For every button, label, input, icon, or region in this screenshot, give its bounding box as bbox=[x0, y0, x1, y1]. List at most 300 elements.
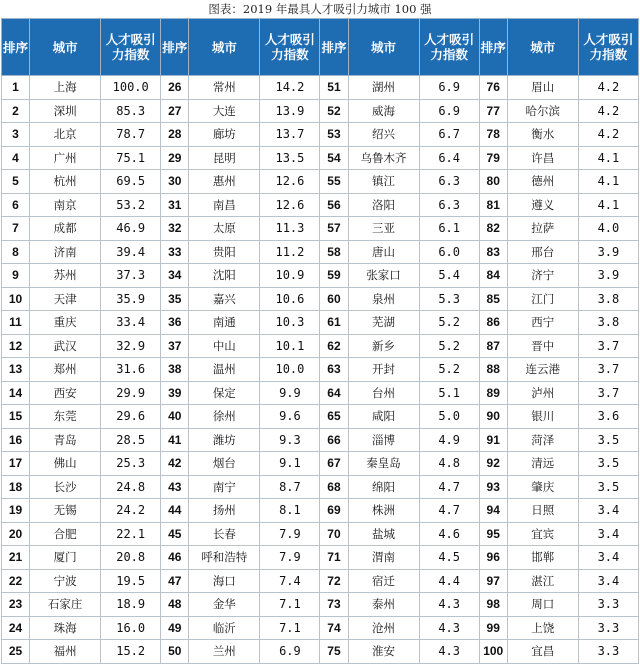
city-cell: 郑州 bbox=[30, 358, 101, 382]
city-cell: 连云港 bbox=[507, 358, 578, 382]
city-cell: 沈阳 bbox=[189, 264, 260, 288]
value-cell: 39.4 bbox=[101, 240, 161, 264]
rank-cell: 46 bbox=[161, 546, 189, 570]
city-cell: 潍坊 bbox=[189, 428, 260, 452]
value-cell: 6.1 bbox=[419, 217, 479, 241]
value-cell: 6.9 bbox=[419, 76, 479, 100]
table-title: 图表：2019 年最具人才吸引力城市 100 强 bbox=[208, 2, 432, 16]
header-value: 人才吸引力指数 bbox=[101, 19, 161, 76]
city-cell: 昆明 bbox=[189, 146, 260, 170]
rank-cell: 12 bbox=[2, 334, 30, 358]
city-cell: 淮安 bbox=[348, 640, 419, 664]
rank-cell: 96 bbox=[479, 546, 507, 570]
rank-cell: 31 bbox=[161, 193, 189, 217]
value-cell: 9.9 bbox=[260, 381, 320, 405]
rank-cell: 29 bbox=[161, 146, 189, 170]
value-cell: 3.9 bbox=[578, 240, 638, 264]
city-cell: 湖州 bbox=[348, 76, 419, 100]
value-cell: 4.1 bbox=[578, 193, 638, 217]
rank-cell: 18 bbox=[2, 475, 30, 499]
rank-cell: 93 bbox=[479, 475, 507, 499]
table-row bbox=[2, 76, 639, 100]
rank-cell: 95 bbox=[479, 522, 507, 546]
value-cell: 14.2 bbox=[260, 76, 320, 100]
value-cell: 3.4 bbox=[578, 522, 638, 546]
value-cell: 4.2 bbox=[578, 76, 638, 100]
table-row bbox=[2, 616, 639, 640]
city-cell: 深圳 bbox=[30, 99, 101, 123]
value-cell: 3.4 bbox=[578, 569, 638, 593]
city-cell: 拉萨 bbox=[507, 217, 578, 241]
rank-cell: 21 bbox=[2, 546, 30, 570]
value-cell: 4.6 bbox=[419, 522, 479, 546]
rank-cell: 51 bbox=[320, 76, 348, 100]
city-cell: 宜昌 bbox=[507, 640, 578, 664]
table-row bbox=[2, 99, 639, 123]
value-cell: 7.4 bbox=[260, 569, 320, 593]
value-cell: 4.1 bbox=[578, 146, 638, 170]
city-cell: 温州 bbox=[189, 358, 260, 382]
city-cell: 咸阳 bbox=[348, 405, 419, 429]
city-cell: 绍兴 bbox=[348, 123, 419, 147]
city-cell: 贵阳 bbox=[189, 240, 260, 264]
rank-cell: 92 bbox=[479, 452, 507, 476]
value-cell: 22.1 bbox=[101, 522, 161, 546]
rank-cell: 76 bbox=[479, 76, 507, 100]
table-row bbox=[2, 334, 639, 358]
value-cell: 6.0 bbox=[419, 240, 479, 264]
table-row bbox=[2, 640, 639, 664]
value-cell: 29.9 bbox=[101, 381, 161, 405]
rank-cell: 98 bbox=[479, 593, 507, 617]
rank-cell: 15 bbox=[2, 405, 30, 429]
header-city: 城市 bbox=[30, 19, 101, 76]
city-cell: 西宁 bbox=[507, 311, 578, 335]
city-cell: 杭州 bbox=[30, 170, 101, 194]
header-value: 人才吸引力指数 bbox=[260, 19, 320, 76]
value-cell: 35.9 bbox=[101, 287, 161, 311]
rank-cell: 78 bbox=[479, 123, 507, 147]
value-cell: 3.4 bbox=[578, 546, 638, 570]
city-cell: 青岛 bbox=[30, 428, 101, 452]
value-cell: 9.3 bbox=[260, 428, 320, 452]
rank-cell: 87 bbox=[479, 334, 507, 358]
rank-cell: 25 bbox=[2, 640, 30, 664]
city-cell: 日照 bbox=[507, 499, 578, 523]
city-cell: 上饶 bbox=[507, 616, 578, 640]
table-row bbox=[2, 146, 639, 170]
rank-cell: 65 bbox=[320, 405, 348, 429]
rank-cell: 90 bbox=[479, 405, 507, 429]
header-rank: 排序 bbox=[161, 19, 189, 76]
value-cell: 4.7 bbox=[419, 499, 479, 523]
city-cell: 济宁 bbox=[507, 264, 578, 288]
rank-cell: 70 bbox=[320, 522, 348, 546]
rank-cell: 49 bbox=[161, 616, 189, 640]
rank-cell: 79 bbox=[479, 146, 507, 170]
city-cell: 许昌 bbox=[507, 146, 578, 170]
value-cell: 75.1 bbox=[101, 146, 161, 170]
city-cell: 芜湖 bbox=[348, 311, 419, 335]
city-cell: 台州 bbox=[348, 381, 419, 405]
table-row bbox=[2, 381, 639, 405]
value-cell: 6.4 bbox=[419, 146, 479, 170]
value-cell: 10.0 bbox=[260, 358, 320, 382]
rank-cell: 16 bbox=[2, 428, 30, 452]
city-cell: 无锡 bbox=[30, 499, 101, 523]
value-cell: 3.4 bbox=[578, 499, 638, 523]
value-cell: 3.5 bbox=[578, 452, 638, 476]
value-cell: 85.3 bbox=[101, 99, 161, 123]
rank-cell: 66 bbox=[320, 428, 348, 452]
city-cell: 南昌 bbox=[189, 193, 260, 217]
rank-cell: 10 bbox=[2, 287, 30, 311]
rank-cell: 33 bbox=[161, 240, 189, 264]
table-row bbox=[2, 240, 639, 264]
value-cell: 7.1 bbox=[260, 616, 320, 640]
rank-cell: 99 bbox=[479, 616, 507, 640]
city-cell: 天津 bbox=[30, 287, 101, 311]
rank-cell: 47 bbox=[161, 569, 189, 593]
value-cell: 3.3 bbox=[578, 616, 638, 640]
city-cell: 太原 bbox=[189, 217, 260, 241]
table-row bbox=[2, 123, 639, 147]
rank-cell: 57 bbox=[320, 217, 348, 241]
rank-cell: 60 bbox=[320, 287, 348, 311]
rank-cell: 89 bbox=[479, 381, 507, 405]
value-cell: 12.6 bbox=[260, 193, 320, 217]
value-cell: 5.3 bbox=[419, 287, 479, 311]
rank-cell: 1 bbox=[2, 76, 30, 100]
city-cell: 清远 bbox=[507, 452, 578, 476]
value-cell: 7.9 bbox=[260, 546, 320, 570]
city-cell: 周口 bbox=[507, 593, 578, 617]
city-cell: 衡水 bbox=[507, 123, 578, 147]
value-cell: 5.2 bbox=[419, 311, 479, 335]
rank-cell: 7 bbox=[2, 217, 30, 241]
rank-cell: 82 bbox=[479, 217, 507, 241]
city-cell: 肇庆 bbox=[507, 475, 578, 499]
city-cell: 张家口 bbox=[348, 264, 419, 288]
value-cell: 6.3 bbox=[419, 193, 479, 217]
rank-cell: 52 bbox=[320, 99, 348, 123]
rank-cell: 44 bbox=[161, 499, 189, 523]
value-cell: 3.7 bbox=[578, 334, 638, 358]
city-cell: 大连 bbox=[189, 99, 260, 123]
rank-cell: 69 bbox=[320, 499, 348, 523]
value-cell: 4.2 bbox=[578, 99, 638, 123]
rank-cell: 43 bbox=[161, 475, 189, 499]
city-cell: 镇江 bbox=[348, 170, 419, 194]
table-row bbox=[2, 428, 639, 452]
value-cell: 10.1 bbox=[260, 334, 320, 358]
city-cell: 东莞 bbox=[30, 405, 101, 429]
city-cell: 哈尔滨 bbox=[507, 99, 578, 123]
rank-cell: 48 bbox=[161, 593, 189, 617]
city-cell: 威海 bbox=[348, 99, 419, 123]
city-cell: 秦皇岛 bbox=[348, 452, 419, 476]
table-row bbox=[2, 193, 639, 217]
city-cell: 乌鲁木齐 bbox=[348, 146, 419, 170]
rank-cell: 5 bbox=[2, 170, 30, 194]
value-cell: 33.4 bbox=[101, 311, 161, 335]
value-cell: 3.8 bbox=[578, 287, 638, 311]
table-row bbox=[2, 499, 639, 523]
rank-cell: 3 bbox=[2, 123, 30, 147]
rank-cell: 38 bbox=[161, 358, 189, 382]
rank-cell: 17 bbox=[2, 452, 30, 476]
rank-cell: 23 bbox=[2, 593, 30, 617]
city-cell: 绵阳 bbox=[348, 475, 419, 499]
city-cell: 晋中 bbox=[507, 334, 578, 358]
rank-cell: 24 bbox=[2, 616, 30, 640]
city-cell: 株洲 bbox=[348, 499, 419, 523]
city-cell: 上海 bbox=[30, 76, 101, 100]
value-cell: 31.6 bbox=[101, 358, 161, 382]
value-cell: 8.1 bbox=[260, 499, 320, 523]
rank-cell: 45 bbox=[161, 522, 189, 546]
city-cell: 厦门 bbox=[30, 546, 101, 570]
rank-cell: 64 bbox=[320, 381, 348, 405]
rank-cell: 41 bbox=[161, 428, 189, 452]
city-cell: 新乡 bbox=[348, 334, 419, 358]
value-cell: 3.3 bbox=[578, 640, 638, 664]
rank-cell: 4 bbox=[2, 146, 30, 170]
city-cell: 菏泽 bbox=[507, 428, 578, 452]
rank-cell: 35 bbox=[161, 287, 189, 311]
table-row bbox=[2, 546, 639, 570]
value-cell: 100.0 bbox=[101, 76, 161, 100]
rank-cell: 61 bbox=[320, 311, 348, 335]
rank-cell: 73 bbox=[320, 593, 348, 617]
city-cell: 江门 bbox=[507, 287, 578, 311]
header-value: 人才吸引力指数 bbox=[419, 19, 479, 76]
city-cell: 苏州 bbox=[30, 264, 101, 288]
value-cell: 5.1 bbox=[419, 381, 479, 405]
rank-cell: 36 bbox=[161, 311, 189, 335]
table-row bbox=[2, 311, 639, 335]
table-row bbox=[2, 358, 639, 382]
value-cell: 4.3 bbox=[419, 593, 479, 617]
rank-cell: 11 bbox=[2, 311, 30, 335]
table-row bbox=[2, 522, 639, 546]
rank-cell: 6 bbox=[2, 193, 30, 217]
value-cell: 19.5 bbox=[101, 569, 161, 593]
rank-cell: 71 bbox=[320, 546, 348, 570]
city-cell: 唐山 bbox=[348, 240, 419, 264]
value-cell: 11.2 bbox=[260, 240, 320, 264]
rank-cell: 80 bbox=[479, 170, 507, 194]
city-cell: 长沙 bbox=[30, 475, 101, 499]
value-cell: 53.2 bbox=[101, 193, 161, 217]
value-cell: 20.8 bbox=[101, 546, 161, 570]
header-city: 城市 bbox=[507, 19, 578, 76]
header-city: 城市 bbox=[189, 19, 260, 76]
value-cell: 10.9 bbox=[260, 264, 320, 288]
city-cell: 三亚 bbox=[348, 217, 419, 241]
rank-cell: 55 bbox=[320, 170, 348, 194]
rank-cell: 85 bbox=[479, 287, 507, 311]
city-cell: 洛阳 bbox=[348, 193, 419, 217]
rank-cell: 53 bbox=[320, 123, 348, 147]
city-cell: 遵义 bbox=[507, 193, 578, 217]
city-cell: 泰州 bbox=[348, 593, 419, 617]
header-value: 人才吸引力指数 bbox=[578, 19, 638, 76]
rank-cell: 54 bbox=[320, 146, 348, 170]
value-cell: 29.6 bbox=[101, 405, 161, 429]
header-rank: 排序 bbox=[320, 19, 348, 76]
rank-cell: 88 bbox=[479, 358, 507, 382]
rank-cell: 8 bbox=[2, 240, 30, 264]
rank-cell: 59 bbox=[320, 264, 348, 288]
city-cell: 中山 bbox=[189, 334, 260, 358]
value-cell: 3.9 bbox=[578, 264, 638, 288]
city-cell: 合肥 bbox=[30, 522, 101, 546]
value-cell: 7.1 bbox=[260, 593, 320, 617]
value-cell: 24.8 bbox=[101, 475, 161, 499]
city-cell: 临沂 bbox=[189, 616, 260, 640]
rank-cell: 19 bbox=[2, 499, 30, 523]
city-cell: 南京 bbox=[30, 193, 101, 217]
rank-cell: 2 bbox=[2, 99, 30, 123]
rank-cell: 62 bbox=[320, 334, 348, 358]
city-cell: 盐城 bbox=[348, 522, 419, 546]
value-cell: 69.5 bbox=[101, 170, 161, 194]
rank-cell: 22 bbox=[2, 569, 30, 593]
city-cell: 石家庄 bbox=[30, 593, 101, 617]
city-cell: 海口 bbox=[189, 569, 260, 593]
table-header-row bbox=[2, 19, 639, 76]
rank-cell: 32 bbox=[161, 217, 189, 241]
value-cell: 6.3 bbox=[419, 170, 479, 194]
table-row bbox=[2, 170, 639, 194]
rank-cell: 13 bbox=[2, 358, 30, 382]
rank-cell: 91 bbox=[479, 428, 507, 452]
value-cell: 3.3 bbox=[578, 593, 638, 617]
table-row bbox=[2, 287, 639, 311]
rank-cell: 39 bbox=[161, 381, 189, 405]
rank-cell: 84 bbox=[479, 264, 507, 288]
value-cell: 6.9 bbox=[419, 99, 479, 123]
rank-cell: 28 bbox=[161, 123, 189, 147]
table-row bbox=[2, 405, 639, 429]
city-cell: 南通 bbox=[189, 311, 260, 335]
value-cell: 4.9 bbox=[419, 428, 479, 452]
value-cell: 11.3 bbox=[260, 217, 320, 241]
table-row bbox=[2, 452, 639, 476]
value-cell: 37.3 bbox=[101, 264, 161, 288]
rank-cell: 37 bbox=[161, 334, 189, 358]
rank-cell: 20 bbox=[2, 522, 30, 546]
value-cell: 18.9 bbox=[101, 593, 161, 617]
value-cell: 13.9 bbox=[260, 99, 320, 123]
city-cell: 重庆 bbox=[30, 311, 101, 335]
rank-cell: 74 bbox=[320, 616, 348, 640]
table-body bbox=[2, 76, 639, 664]
rank-cell: 97 bbox=[479, 569, 507, 593]
city-cell: 成都 bbox=[30, 217, 101, 241]
city-cell: 邯郸 bbox=[507, 546, 578, 570]
value-cell: 4.8 bbox=[419, 452, 479, 476]
city-cell: 廊坊 bbox=[189, 123, 260, 147]
value-cell: 3.6 bbox=[578, 405, 638, 429]
city-cell: 呼和浩特 bbox=[189, 546, 260, 570]
city-cell: 嘉兴 bbox=[189, 287, 260, 311]
city-cell: 保定 bbox=[189, 381, 260, 405]
value-cell: 4.7 bbox=[419, 475, 479, 499]
table-row bbox=[2, 217, 639, 241]
city-cell: 淄博 bbox=[348, 428, 419, 452]
table-row bbox=[2, 593, 639, 617]
city-cell: 金华 bbox=[189, 593, 260, 617]
city-cell: 北京 bbox=[30, 123, 101, 147]
value-cell: 3.5 bbox=[578, 428, 638, 452]
city-ranking-table bbox=[1, 18, 639, 664]
city-cell: 银川 bbox=[507, 405, 578, 429]
rank-cell: 75 bbox=[320, 640, 348, 664]
table-row bbox=[2, 475, 639, 499]
city-cell: 宁波 bbox=[30, 569, 101, 593]
rank-cell: 100 bbox=[479, 640, 507, 664]
value-cell: 4.5 bbox=[419, 546, 479, 570]
value-cell: 28.5 bbox=[101, 428, 161, 452]
city-cell: 德州 bbox=[507, 170, 578, 194]
rank-cell: 86 bbox=[479, 311, 507, 335]
value-cell: 4.0 bbox=[578, 217, 638, 241]
header-city: 城市 bbox=[348, 19, 419, 76]
city-cell: 宿迁 bbox=[348, 569, 419, 593]
city-cell: 佛山 bbox=[30, 452, 101, 476]
rank-cell: 56 bbox=[320, 193, 348, 217]
rank-cell: 42 bbox=[161, 452, 189, 476]
header-rank: 排序 bbox=[479, 19, 507, 76]
rank-cell: 26 bbox=[161, 76, 189, 100]
city-cell: 兰州 bbox=[189, 640, 260, 664]
value-cell: 7.9 bbox=[260, 522, 320, 546]
value-cell: 4.1 bbox=[578, 170, 638, 194]
value-cell: 15.2 bbox=[101, 640, 161, 664]
rank-cell: 40 bbox=[161, 405, 189, 429]
city-cell: 沧州 bbox=[348, 616, 419, 640]
city-cell: 西安 bbox=[30, 381, 101, 405]
city-cell: 泸州 bbox=[507, 381, 578, 405]
value-cell: 12.6 bbox=[260, 170, 320, 194]
rank-cell: 83 bbox=[479, 240, 507, 264]
city-cell: 徐州 bbox=[189, 405, 260, 429]
value-cell: 13.7 bbox=[260, 123, 320, 147]
value-cell: 5.0 bbox=[419, 405, 479, 429]
city-cell: 珠海 bbox=[30, 616, 101, 640]
city-cell: 开封 bbox=[348, 358, 419, 382]
value-cell: 10.6 bbox=[260, 287, 320, 311]
value-cell: 6.9 bbox=[260, 640, 320, 664]
city-cell: 南宁 bbox=[189, 475, 260, 499]
value-cell: 4.4 bbox=[419, 569, 479, 593]
value-cell: 10.3 bbox=[260, 311, 320, 335]
value-cell: 4.3 bbox=[419, 640, 479, 664]
header-rank: 排序 bbox=[2, 19, 30, 76]
value-cell: 78.7 bbox=[101, 123, 161, 147]
city-cell: 泉州 bbox=[348, 287, 419, 311]
city-cell: 烟台 bbox=[189, 452, 260, 476]
value-cell: 13.5 bbox=[260, 146, 320, 170]
rank-cell: 68 bbox=[320, 475, 348, 499]
city-cell: 扬州 bbox=[189, 499, 260, 523]
city-cell: 眉山 bbox=[507, 76, 578, 100]
value-cell: 9.6 bbox=[260, 405, 320, 429]
city-cell: 渭南 bbox=[348, 546, 419, 570]
value-cell: 5.2 bbox=[419, 358, 479, 382]
